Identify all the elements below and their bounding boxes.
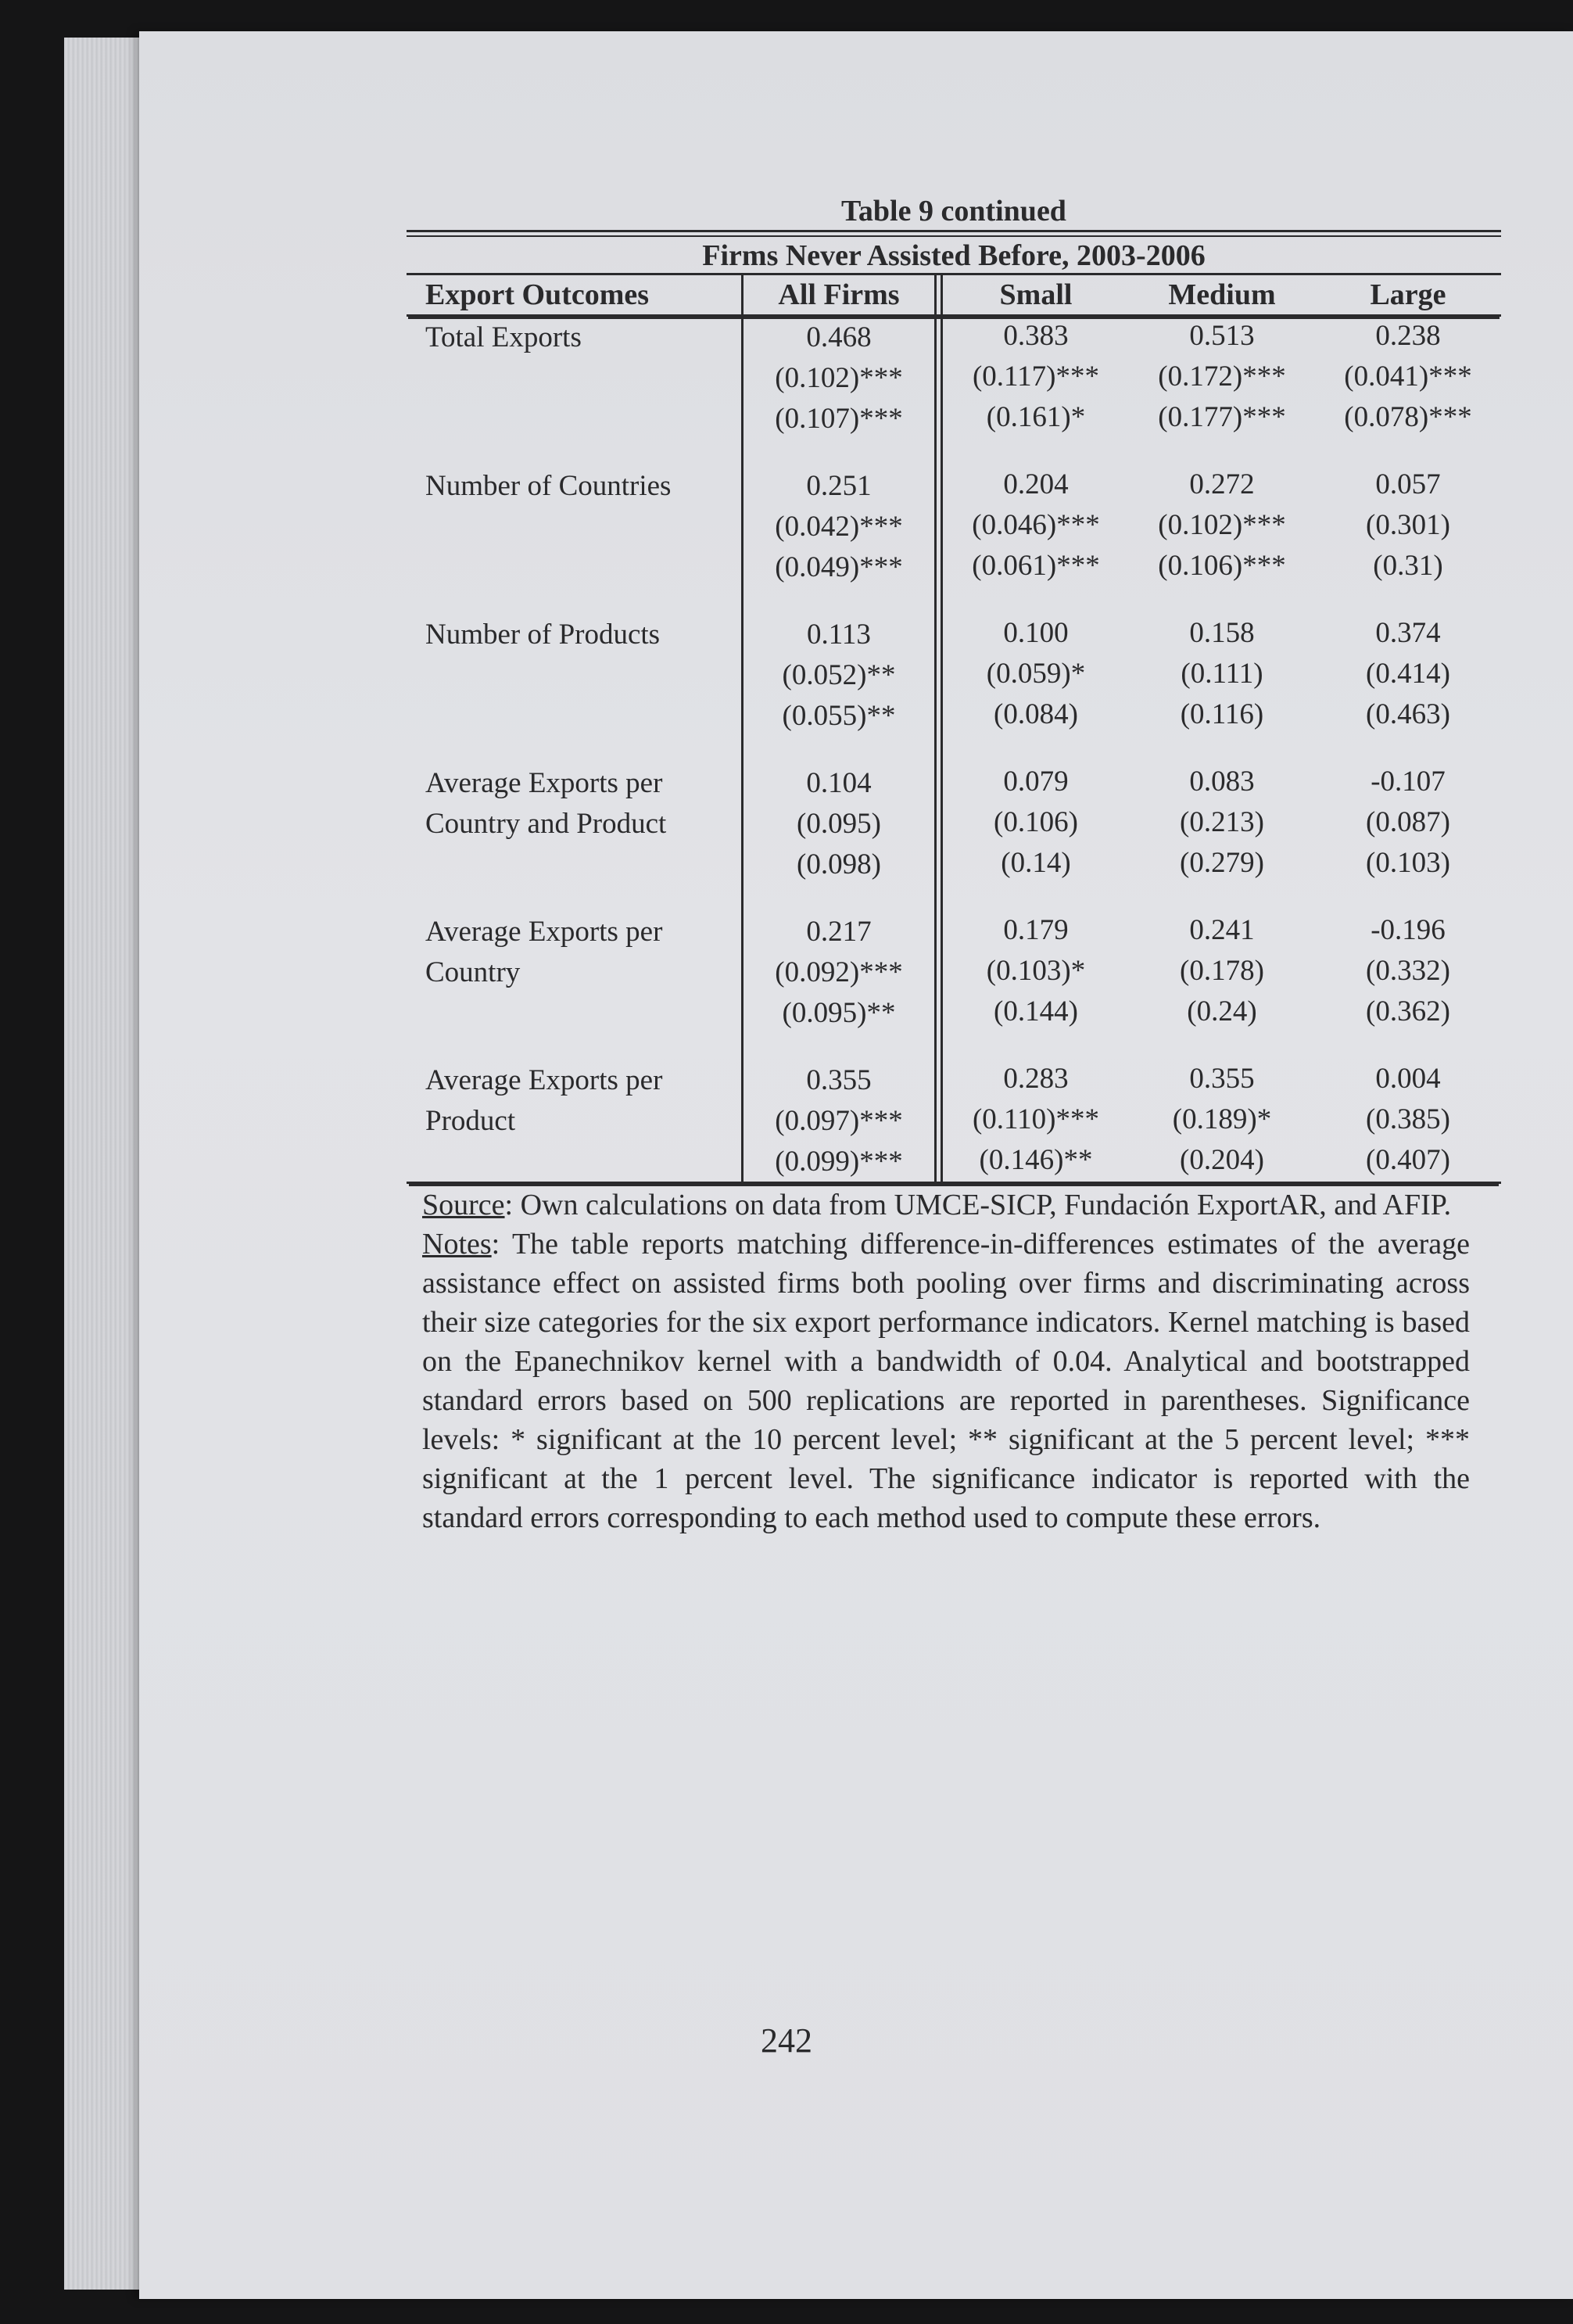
cell-large: 0.374 — [1375, 617, 1441, 649]
row-label: Number of Countries — [425, 470, 672, 502]
column-gap — [937, 911, 943, 952]
cell-all-firms: 0.251 — [806, 470, 872, 502]
cell-large: (0.087) — [1366, 806, 1450, 838]
column-gap — [937, 317, 943, 357]
cell-large: 0.057 — [1375, 468, 1441, 500]
header-small: Small — [999, 278, 1073, 311]
column-gap — [937, 1141, 943, 1182]
table-rule — [407, 235, 1501, 237]
page-number: 242 — [761, 2021, 812, 2060]
row-label: Average Exports per — [425, 916, 663, 948]
table-row-group — [407, 762, 1501, 911]
cell-medium: 0.083 — [1189, 766, 1255, 798]
table-row — [407, 695, 1501, 736]
header-export-outcomes: Export Outcomes — [425, 278, 650, 311]
cell-small: (0.117)*** — [972, 360, 1100, 393]
cell-medium: (0.172)*** — [1158, 360, 1286, 393]
cell-large: (0.301) — [1366, 509, 1450, 541]
row-label — [407, 506, 741, 547]
header-medium: Medium — [1168, 278, 1276, 311]
cell-large: (0.362) — [1366, 995, 1450, 1028]
row-label — [407, 547, 741, 587]
cell-small: 0.283 — [1003, 1063, 1069, 1095]
table-row — [407, 317, 1501, 357]
cell-small: 0.100 — [1003, 617, 1069, 649]
row-label: Country and Product — [425, 808, 667, 840]
row-label — [407, 357, 741, 398]
row-label — [407, 1141, 741, 1182]
cell-small: (0.059)* — [986, 658, 1086, 690]
notes-paragraph — [422, 1225, 1470, 1537]
cell-large: (0.407) — [1366, 1144, 1450, 1176]
table-row — [407, 506, 1501, 547]
cell-small: (0.103)* — [986, 955, 1086, 987]
table-row — [407, 844, 1501, 884]
cell-medium: (0.111) — [1181, 658, 1263, 690]
cell-medium: 0.513 — [1189, 320, 1255, 352]
table-row-group — [407, 911, 1501, 1060]
row-label: Country — [425, 956, 521, 988]
cell-large: 0.238 — [1375, 320, 1441, 352]
source-note — [422, 1185, 1470, 1225]
cell-large: (0.385) — [1366, 1103, 1450, 1135]
cell-medium: 0.272 — [1189, 468, 1255, 500]
table-row — [407, 1100, 1501, 1141]
source-label: Source — [422, 1189, 505, 1221]
cell-all-firms: (0.095)** — [782, 997, 896, 1029]
cell-medium: (0.177)*** — [1158, 401, 1286, 433]
column-gap — [937, 762, 943, 803]
table-row — [407, 911, 1501, 952]
column-gap — [937, 547, 943, 587]
cell-large: (0.414) — [1366, 658, 1450, 690]
cell-small: (0.110)*** — [972, 1103, 1100, 1135]
results-table — [407, 194, 1501, 1184]
cell-all-firms: (0.099)*** — [775, 1146, 903, 1178]
cell-medium: (0.213) — [1180, 806, 1264, 838]
cell-medium: (0.204) — [1180, 1144, 1264, 1176]
table-row — [407, 398, 1501, 439]
row-label — [407, 695, 741, 736]
cell-all-firms: (0.052)** — [782, 659, 896, 691]
cell-small: (0.146)** — [979, 1144, 1093, 1176]
column-gap — [937, 506, 943, 547]
cell-small: 0.204 — [1003, 468, 1069, 500]
cell-large: (0.332) — [1366, 955, 1450, 987]
cell-small: 0.383 — [1003, 320, 1069, 352]
table-row — [407, 992, 1501, 1033]
row-label: Total Exports — [425, 321, 582, 353]
cell-small: 0.179 — [1003, 914, 1069, 946]
cell-medium: 0.241 — [1189, 914, 1255, 946]
column-gap — [937, 465, 943, 506]
table-header-row — [407, 273, 1501, 317]
notes-label: Notes — [422, 1228, 492, 1261]
cell-medium: (0.102)*** — [1158, 509, 1286, 541]
row-label: Number of Products — [425, 619, 661, 651]
table-row — [407, 614, 1501, 655]
row-label: Average Exports per — [425, 767, 663, 799]
column-gap — [937, 695, 943, 736]
cell-medium: 0.158 — [1189, 617, 1255, 649]
table-row-group — [407, 465, 1501, 614]
column-gap — [937, 844, 943, 884]
column-gap — [937, 952, 943, 992]
cell-all-firms: 0.113 — [807, 619, 871, 651]
cell-medium: (0.189)* — [1172, 1103, 1272, 1135]
cell-all-firms: (0.049)*** — [775, 551, 903, 583]
cell-all-firms: (0.092)*** — [775, 956, 903, 988]
cell-medium: (0.106)*** — [1158, 550, 1286, 582]
table-row — [407, 547, 1501, 587]
cell-large: (0.041)*** — [1344, 360, 1472, 393]
table-rule — [407, 230, 1501, 232]
table-body — [407, 317, 1501, 1184]
cell-all-firms: (0.102)*** — [775, 362, 903, 394]
column-gap — [937, 1100, 943, 1141]
row-label — [407, 398, 741, 439]
column-gap — [937, 275, 943, 314]
row-label — [407, 655, 741, 695]
cell-small: 0.079 — [1003, 766, 1069, 798]
header-large: Large — [1370, 278, 1446, 311]
table-row — [407, 655, 1501, 695]
table-row-group — [407, 317, 1501, 465]
cell-large: 0.004 — [1375, 1063, 1441, 1095]
cell-small: (0.046)*** — [972, 509, 1100, 541]
cell-small: (0.061)*** — [972, 550, 1100, 582]
column-gap — [937, 803, 943, 844]
row-label: Product — [425, 1105, 516, 1137]
row-label — [407, 844, 741, 884]
cell-all-firms: 0.355 — [806, 1064, 872, 1096]
cell-medium: 0.355 — [1189, 1063, 1255, 1095]
cell-all-firms: (0.097)*** — [775, 1105, 903, 1137]
table-notes — [422, 1185, 1470, 1537]
row-label: Average Exports per — [425, 1064, 663, 1096]
cell-large: -0.107 — [1371, 766, 1446, 798]
cell-small: (0.084) — [994, 698, 1078, 730]
table-row — [407, 465, 1501, 506]
cell-medium: (0.178) — [1180, 955, 1264, 987]
cell-large: -0.196 — [1371, 914, 1446, 946]
cell-small: (0.144) — [994, 995, 1078, 1028]
cell-large: (0.078)*** — [1344, 401, 1472, 433]
cell-all-firms: (0.055)** — [782, 700, 896, 732]
cell-small: (0.161)* — [986, 401, 1086, 433]
column-gap — [937, 992, 943, 1033]
cell-medium: (0.279) — [1180, 847, 1264, 879]
table-title: Table 9 continued — [841, 195, 1066, 228]
table-row-group — [407, 614, 1501, 762]
cell-all-firms: 0.468 — [806, 321, 872, 353]
table-row — [407, 1141, 1501, 1182]
table-subtitle: Firms Never Assisted Before, 2003-2006 — [702, 239, 1206, 272]
cell-all-firms: (0.095) — [797, 808, 881, 840]
column-gap — [937, 614, 943, 655]
row-label — [407, 992, 741, 1033]
cell-large: (0.31) — [1373, 550, 1443, 582]
cell-large: (0.463) — [1366, 698, 1450, 730]
cell-large: (0.103) — [1366, 847, 1450, 879]
cell-medium: (0.24) — [1187, 995, 1257, 1028]
cell-small: (0.14) — [1001, 847, 1071, 879]
cell-all-firms: (0.098) — [797, 848, 881, 880]
header-all-firms: All Firms — [741, 275, 937, 314]
table-row — [407, 803, 1501, 844]
column-gap — [937, 1060, 943, 1100]
cell-medium: (0.116) — [1180, 698, 1264, 730]
table-row — [407, 357, 1501, 398]
cell-all-firms: 0.104 — [806, 767, 872, 799]
column-gap — [937, 398, 943, 439]
cell-small: (0.106) — [994, 806, 1078, 838]
cell-all-firms: (0.042)*** — [775, 511, 903, 543]
column-gap — [937, 357, 943, 398]
table-row — [407, 952, 1501, 992]
cell-all-firms: (0.107)*** — [775, 403, 903, 435]
table-row-group — [407, 1060, 1501, 1182]
column-gap — [937, 655, 943, 695]
source-text: : Own calculations on data from UMCE-SICP, Fundación ExportAR, and AFIP. — [504, 1189, 1452, 1221]
table-row — [407, 762, 1501, 803]
table-row — [407, 1060, 1501, 1100]
cell-all-firms: 0.217 — [806, 916, 872, 948]
notes-text: : The table reports matching difference-in-differences estimates of the average assistance effect on assisted firms both pooling over firms and discriminating across their size categories for the six export performance indicators. Kernel matching is based on the Epanechnikov kernel with a bandwidth of 0.04. Analytical and bootstrapped standard errors based on 500 replications are reported in parentheses. Significance levels: * significant at the 10 percent level; ** significant at the 5 percent level; *** significant at the 1 percent level. The significance indicator is reported with the standard errors corresponding to each method used to compute these errors. — [422, 1228, 1470, 1534]
